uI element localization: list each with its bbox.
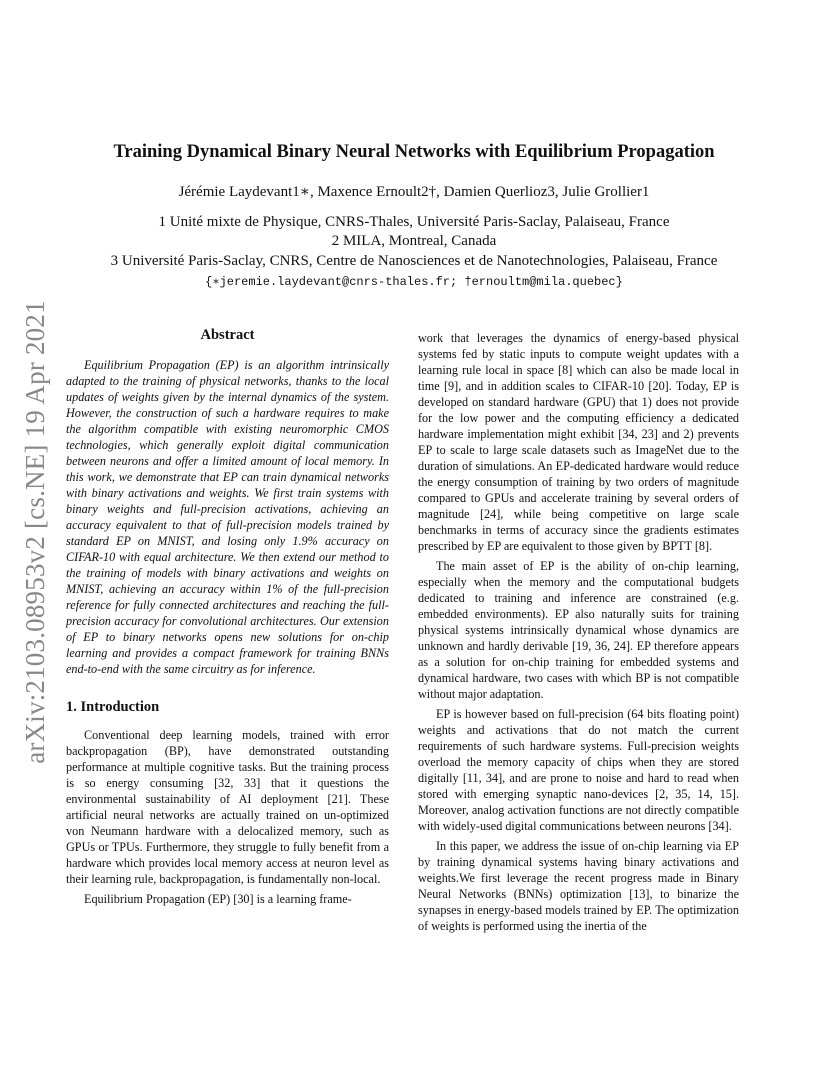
right-paragraph-2: The main asset of EP is the ability of on-chip learning, especially when the memory and the computational budgets dedicated to training and inference are constrained (e.g. embedded environments). EP also naturally suits for training physical systems intrinsically dynamical whose dynamics are unknown and hardly derivable [19, 36, 24]. EP therefore appears as a solution for on-chip training for embedded systems and dynamical hardware, two cases with which BP is not compatible without major adaptation. bbox=[418, 559, 739, 701]
arxiv-stamp: arXiv:2103.08953v2 [cs.NE] 19 Apr 2021 bbox=[20, 300, 50, 764]
section-heading-introduction: 1. Introduction bbox=[66, 699, 160, 715]
right-paragraph-4: In this paper, we address the issue of on-chip learning via EP by training dynamical systems having binary activations and weights.We first leverage the recent progress made in Binary Neural Networks (BNNs) optimization [13], to binarize the synapses in energy-based models trained by EP. The optimization of weights is performed using the inertia of the bbox=[418, 839, 739, 933]
abstract-heading: Abstract bbox=[200, 327, 255, 343]
intro-paragraph-1: Conventional deep learning models, trained with error backpropagation (BP), have demonstrated outstanding performance at multiple cognitive tasks. But the training process is so energy consuming [32, 33] that it questions the environmental sustainability of AI deployment [21]. These artificial neural networks are actually trained on un-optimized von Neumann hardware with a delocalized memory, such as GPUs or TPUs. Furthermore, they struggle to fully benefit from a hardware which provides local memory access at neuron level as their learning rule, backpropagation, is fundamentally non-local. bbox=[66, 728, 389, 886]
right-paragraph-1: work that leverages the dynamics of energy-based physical systems fed by static inputs to compute weight updates with a learning rule local in space [8] which can also be made local in time [9], and in addition scales to CIFAR-10 [20]. Today, EP is developed on standard hardware (GPU) that 1) does not provide for the low power and the computing efficiency a dedicated hardware implementation might exhibit [34, 23] and 2) prevents EP to scale to large scale datasets such as ImageNet due to the duration of simulations. An EP-dedicated hardware would reduce the energy consumption of training by two orders of magnitude compared to GPUs and accelerate training by several orders of magnitude [24], while being competitive on large scale benchmarks in terms of accuracy since the gradients estimates prescribed by EP are equivalent to those given by BPTT [8]. bbox=[418, 331, 739, 553]
affiliation-2: 2 MILA, Montreal, Canada bbox=[331, 233, 497, 249]
author-emails: {∗jeremie.laydevant@cnrs-thales.fr; †ernoultm@mila.quebec} bbox=[205, 275, 623, 289]
abstract-text: Equilibrium Propagation (EP) is an algorithm intrinsically adapted to the training of physical networks, thanks to the local updates of weights given by the internal dynamics of the system. However, the construction of such a hardware requires to make the algorithm compatible with existing neuromorphic CMOS technologies, which generally exploit digital communication between neurons and offer a limited amount of local memory. In this work, we demonstrate that EP can train dynamical networks with binary activations and weights. We first train systems with binary weights and full-precision activations, achieving an accuracy equivalent to that of full-precision models trained by standard EP on MNIST, and losing only 1.9% accuracy on CIFAR-10 with equal architecture. We then extend our method to the training of models with binary activations and weights on MNIST, achieving an accuracy within 1% of the full-precision reference for fully connected architectures and reaching the full-precision accuracy for convolutional architectures. Our extension of EP to binary networks opens new solutions for on-chip learning and provides a compact framework for training BNNs end-to-end with the same circuitry as for inference. bbox=[66, 358, 389, 676]
affiliation-3: 3 Université Paris-Saclay, CNRS, Centre de Nanosciences et de Nanotechnologies, Palaiseau, France bbox=[110, 253, 718, 269]
authors-line: Jérémie Laydevant1∗, Maxence Ernoult2†, Damien Querlioz3, Julie Grollier1 bbox=[178, 184, 650, 200]
right-paragraph-3: EP is however based on full-precision (64 bits floating point) weights and activations that do not match the current requirements of such hardware systems. Full-precision weights overload the memory capacity of chips when they are stored digitally [11, 34], and are prone to noise and hard to read when stored with emerging synaptic nano-devices [2, 35, 14, 15]. Moreover, analog activation functions are not directly compatible with widely-used digital communications between neurons [34]. bbox=[418, 707, 739, 833]
affiliation-1: 1 Unité mixte de Physique, CNRS-Thales, Université Paris-Saclay, Palaiseau, France bbox=[158, 214, 670, 230]
left-column bbox=[66, 327, 389, 907]
intro-paragraph-2: Equilibrium Propagation (EP) [30] is a learning frame- bbox=[84, 892, 352, 906]
right-column bbox=[418, 330, 739, 934]
paper-title: Training Dynamical Binary Neural Networks with Equilibrium Propagation bbox=[113, 142, 715, 162]
